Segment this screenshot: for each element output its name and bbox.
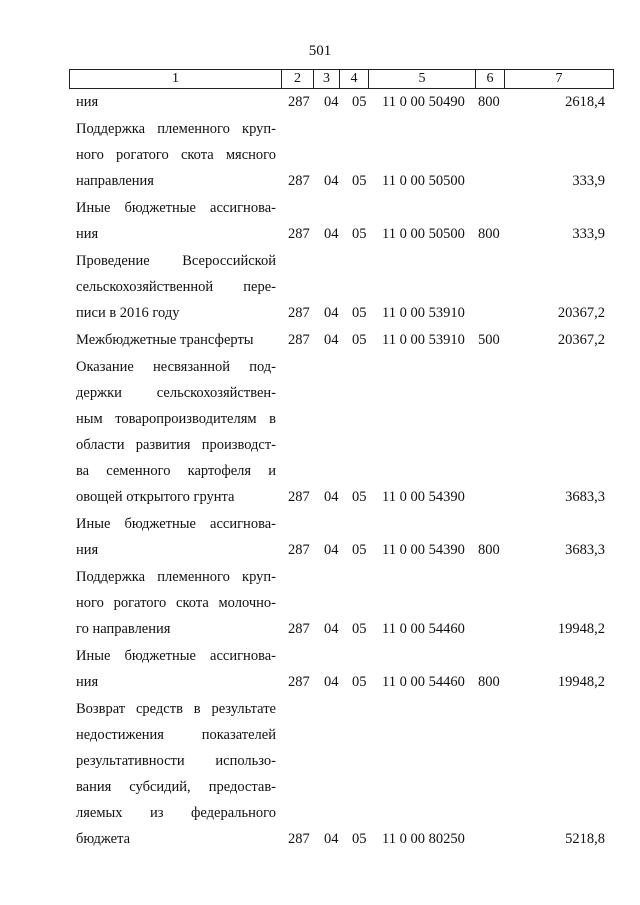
cell-col-2: 287 [288,332,310,348]
cell-col-7: 333,9 [572,226,605,242]
row-name-line: писи в 2016 году [76,305,180,321]
page-number: 501 [308,43,332,59]
header-col-5: 5 [369,70,476,88]
cell-col-4: 05 [352,542,367,558]
row-name-line: Иные бюджетные ассигнова- [76,200,276,216]
table-row [0,643,640,695]
row-name-line: направления [76,173,154,189]
cell-col-4: 05 [352,226,367,242]
row-name [76,116,276,194]
header-col-7: 7 [555,71,563,86]
row-name-line: ва семенного картофеля и [76,463,276,479]
row-name-line: результативности использо- [76,753,276,769]
cell-col-7: 20367,2 [557,305,605,321]
cell-col-4: 05 [352,305,367,321]
row-name [76,89,276,115]
table-header [69,69,614,89]
table-row [0,116,640,194]
cell-col-5: 11 0 00 53910 [382,332,465,348]
table-row [0,89,640,115]
cell-col-4: 05 [352,621,367,637]
cell-col-3: 04 [324,831,339,847]
cell-col-4: 05 [352,489,367,505]
cell-col-3: 04 [324,94,339,110]
cell-col-5: 11 0 00 50490 [382,94,465,110]
row-name-line: овощей открытого грунта [76,489,235,505]
row-name-line: Поддержка племенного круп- [76,121,276,137]
row-name-line: Поддержка племенного круп- [76,569,276,585]
table-row [0,354,640,510]
table-row [0,696,640,852]
cell-col-4: 05 [352,674,367,690]
row-name-line: бюджета [76,831,131,847]
cell-col-4: 05 [352,94,367,110]
cell-col-2: 287 [288,489,310,505]
cell-col-5: 11 0 00 54460 [382,621,465,637]
row-name [76,195,276,247]
cell-col-7: 19948,2 [557,621,605,637]
header-col-2: 2 [282,70,314,88]
row-name-line: ния [76,542,99,558]
row-name-line: ния [76,94,99,110]
row-name [76,696,276,852]
row-name [76,511,276,563]
table-row [0,327,640,353]
cell-col-3: 04 [324,542,339,558]
cell-col-7: 20367,2 [557,332,605,348]
cell-col-3: 04 [324,489,339,505]
row-name-line: Проведение Всероссийской [76,253,276,269]
row-name-line: ляемых из федерального [76,805,276,821]
cell-col-5: 11 0 00 54460 [382,674,465,690]
row-name-line: ного рогатого скота молочно- [76,595,276,611]
header-col-1: 1 [70,70,282,88]
cell-col-5: 11 0 00 54390 [382,489,465,505]
row-name-line: Возврат средств в результате [76,701,276,717]
row-name-line: вания субсидий, предостав- [76,779,276,795]
cell-col-5: 11 0 00 50500 [382,173,465,189]
cell-col-7: 333,9 [572,173,605,189]
row-name-line: Оказание несвязанной под- [76,359,276,375]
row-name-line: ния [76,674,99,690]
cell-col-7: 3683,3 [565,489,605,505]
table-row [0,248,640,326]
cell-col-2: 287 [288,831,310,847]
row-name [76,354,276,510]
cell-col-2: 287 [288,173,310,189]
cell-col-6: 800 [478,542,500,558]
row-name [76,643,276,695]
row-name-line: недостижения показателей [76,727,276,743]
table-row [0,195,640,247]
row-name-line: ного рогатого скота мясного [76,147,276,163]
row-name-line: области развития производст- [76,437,276,453]
cell-col-6: 800 [478,94,500,110]
cell-col-3: 04 [324,674,339,690]
row-name-line: Иные бюджетные ассигнова- [76,516,276,532]
row-name-line: держки сельскохозяйствен- [76,385,276,401]
cell-col-3: 04 [324,621,339,637]
cell-col-4: 05 [352,332,367,348]
cell-col-5: 11 0 00 50500 [382,226,465,242]
table-row [0,564,640,642]
cell-col-6: 500 [478,332,500,348]
cell-col-3: 04 [324,226,339,242]
cell-col-3: 04 [324,173,339,189]
cell-col-7: 19948,2 [557,674,605,690]
cell-col-4: 05 [352,173,367,189]
row-name-line: Иные бюджетные ассигнова- [76,648,276,664]
cell-col-6: 800 [478,226,500,242]
cell-col-2: 287 [288,674,310,690]
cell-col-4: 05 [352,831,367,847]
row-name-line: ния [76,226,99,242]
table-row [0,511,640,563]
cell-col-3: 04 [324,305,339,321]
cell-col-6: 800 [478,674,500,690]
row-name [76,564,276,642]
cell-col-2: 287 [288,621,310,637]
row-name-line: ным товаропроизводителям в [76,411,276,427]
row-name-line: Межбюджетные трансферты [76,332,254,348]
cell-col-2: 287 [288,305,310,321]
cell-col-3: 04 [324,332,339,348]
row-name [76,248,276,326]
cell-col-7: 3683,3 [565,542,605,558]
cell-col-5: 11 0 00 54390 [382,542,465,558]
cell-col-2: 287 [288,226,310,242]
cell-col-2: 287 [288,94,310,110]
header-col-3: 3 [314,70,340,88]
row-name-line: го направления [76,621,171,637]
cell-col-5: 11 0 00 80250 [382,831,465,847]
cell-col-2: 287 [288,542,310,558]
header-col-4: 4 [340,70,369,88]
cell-col-7: 2618,4 [565,94,605,110]
cell-col-7: 5218,8 [565,831,605,847]
row-name-line: сельскохозяйственной пере- [76,279,276,295]
header-col-6: 6 [476,70,505,88]
cell-col-5: 11 0 00 53910 [382,305,465,321]
row-name [76,327,276,353]
